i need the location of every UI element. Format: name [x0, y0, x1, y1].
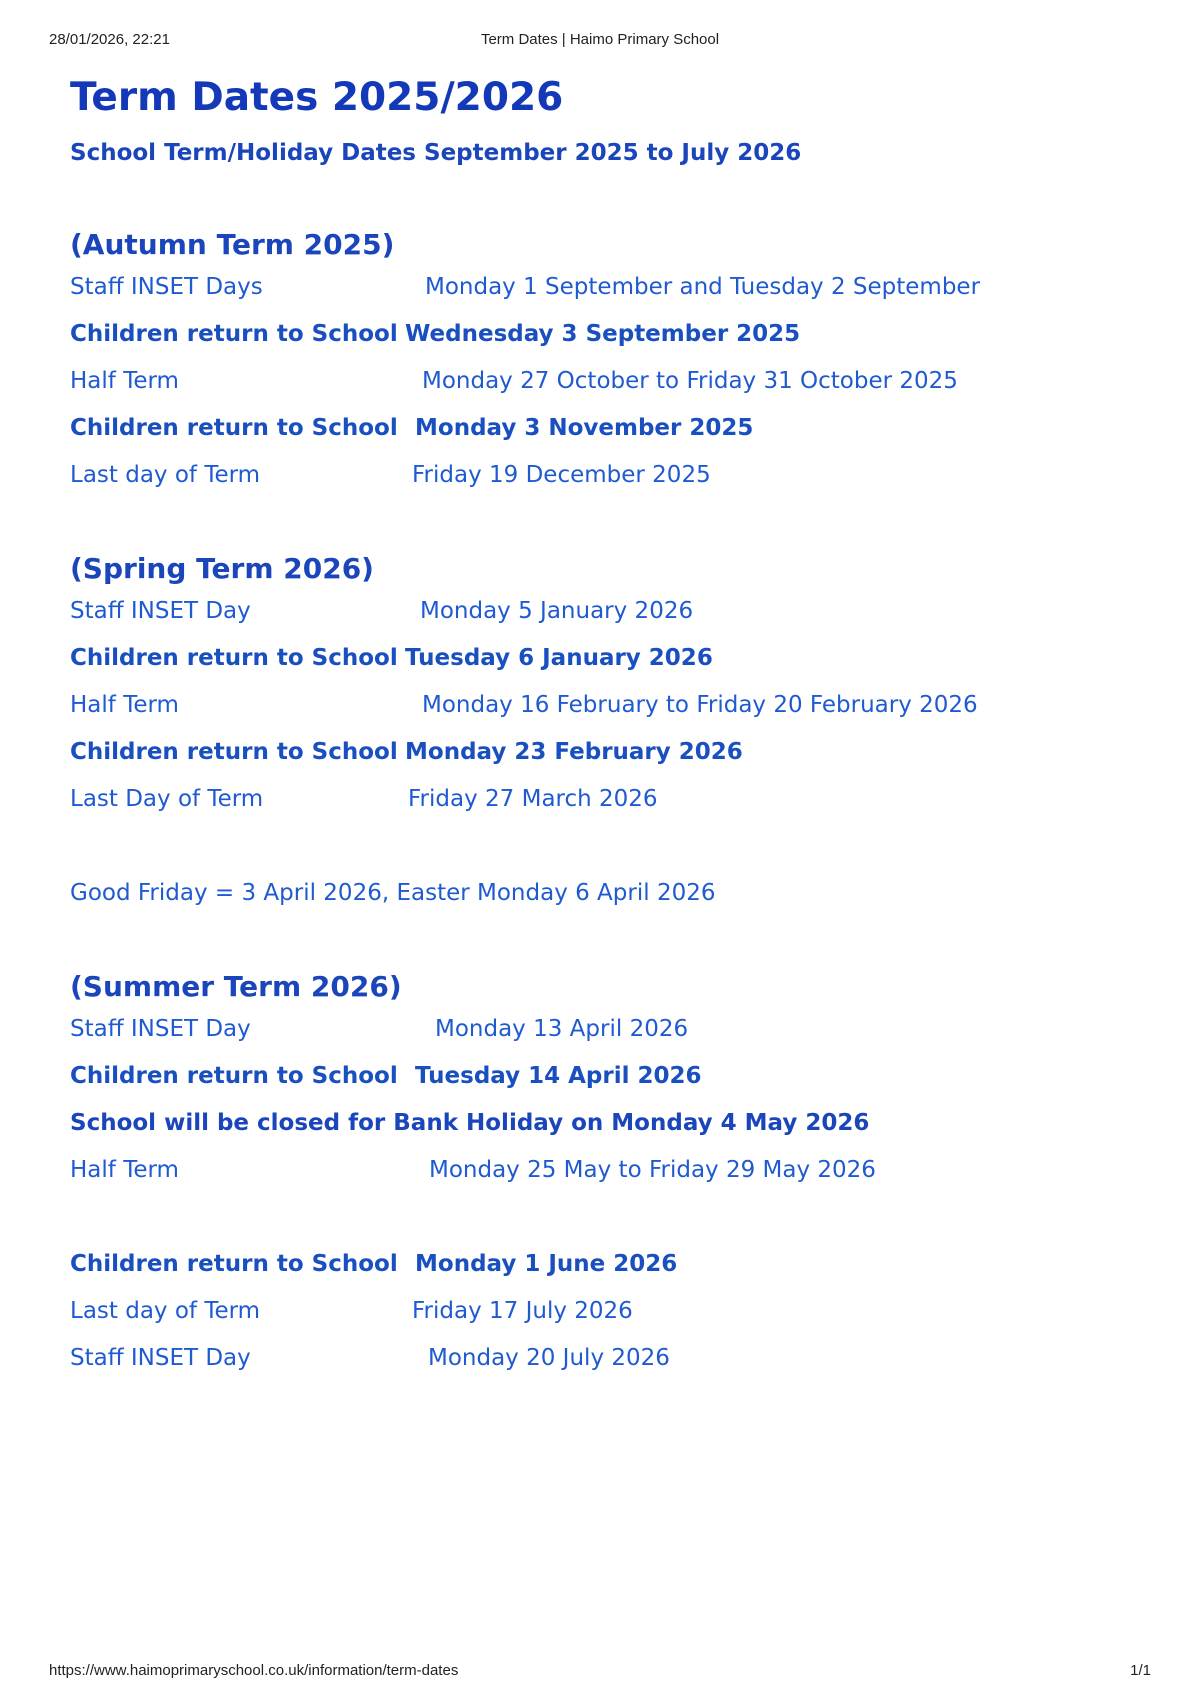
row-value: Monday 23 February 2026 — [405, 739, 743, 765]
row-label: Half Term — [70, 692, 179, 718]
row-label: Last Day of Term — [70, 786, 264, 812]
page-url: https://www.haimoprimaryschool.co.uk/information/term-dates — [49, 1662, 459, 1679]
row-value: Monday 13 April 2026 — [435, 1016, 689, 1042]
row-value: Monday 27 October to Friday 31 October 2025 — [422, 368, 958, 394]
row-value: Friday 17 July 2026 — [412, 1298, 633, 1324]
list-item — [70, 405, 1130, 452]
list-item — [70, 452, 1130, 499]
page-subtitle: School Term/Holiday Dates September 2025 to July 2026 — [70, 140, 802, 166]
list-item — [70, 1241, 1130, 1288]
row-value: Tuesday 6 January 2026 — [405, 645, 713, 671]
row-label: Children return to School — [70, 1251, 398, 1277]
spring-term-list — [70, 588, 1130, 823]
row-label: Children return to School — [70, 415, 398, 441]
autumn-term-list — [70, 264, 1130, 499]
print-footer — [49, 1662, 1151, 1682]
summer-term-list — [70, 1006, 1130, 1382]
list-item — [70, 1053, 1130, 1100]
page-number: 1/1 — [1130, 1662, 1151, 1679]
row-label: Last day of Term — [70, 462, 261, 488]
row-value: Monday 25 May to Friday 29 May 2026 — [429, 1157, 876, 1183]
list-item — [70, 729, 1130, 776]
spring-term-heading: (Spring Term 2026) — [70, 552, 374, 585]
row-label: Children return to School — [70, 739, 398, 765]
list-item — [70, 682, 1130, 729]
page-title: Term Dates 2025/2026 — [70, 75, 564, 120]
list-item — [70, 1288, 1130, 1335]
bank-holiday-notice: School will be closed for Bank Holiday on Monday 4 May 2026 — [70, 1110, 870, 1136]
row-label: Last day of Term — [70, 1298, 261, 1324]
row-label: Staff INSET Day — [70, 598, 251, 624]
row-value: Friday 19 December 2025 — [412, 462, 711, 488]
row-value: Monday 5 January 2026 — [420, 598, 694, 624]
print-page-title: Term Dates | Haimo Primary School — [480, 31, 720, 48]
row-label: Children return to School — [70, 1063, 398, 1089]
row-value: Monday 20 July 2026 — [428, 1345, 670, 1371]
list-item — [70, 264, 1130, 311]
list-item — [70, 311, 1130, 358]
list-item — [70, 776, 1130, 823]
list-item — [70, 358, 1130, 405]
row-value: Monday 1 June 2026 — [415, 1251, 678, 1277]
row-label: Staff INSET Day — [70, 1345, 251, 1371]
autumn-term-heading: (Autumn Term 2025) — [70, 228, 395, 261]
row-value: Monday 1 September and Tuesday 2 September — [425, 274, 981, 300]
row-label: Staff INSET Days — [70, 274, 263, 300]
row-value: Tuesday 14 April 2026 — [415, 1063, 702, 1089]
print-datetime: 28/01/2026, 22:21 — [49, 31, 170, 48]
row-label: Half Term — [70, 1157, 179, 1183]
row-value: Wednesday 3 September 2025 — [405, 321, 801, 347]
row-value: Monday 16 February to Friday 20 February 2026 — [422, 692, 978, 718]
list-item — [70, 1006, 1130, 1053]
print-header — [49, 31, 1151, 51]
row-label: Children return to School — [70, 321, 398, 347]
row-label: Half Term — [70, 368, 179, 394]
row-label: Children return to School — [70, 645, 398, 671]
row-value: Friday 27 March 2026 — [408, 786, 658, 812]
summer-term-heading: (Summer Term 2026) — [70, 970, 402, 1003]
easter-note: Good Friday = 3 April 2026, Easter Monday 6 April 2026 — [70, 880, 716, 906]
list-item — [70, 1147, 1130, 1194]
term-dates-content — [70, 72, 1130, 1382]
row-value: Monday 3 November 2025 — [415, 415, 754, 441]
list-item — [70, 1335, 1130, 1382]
list-item — [70, 588, 1130, 635]
row-label: Staff INSET Day — [70, 1016, 251, 1042]
list-item — [70, 635, 1130, 682]
